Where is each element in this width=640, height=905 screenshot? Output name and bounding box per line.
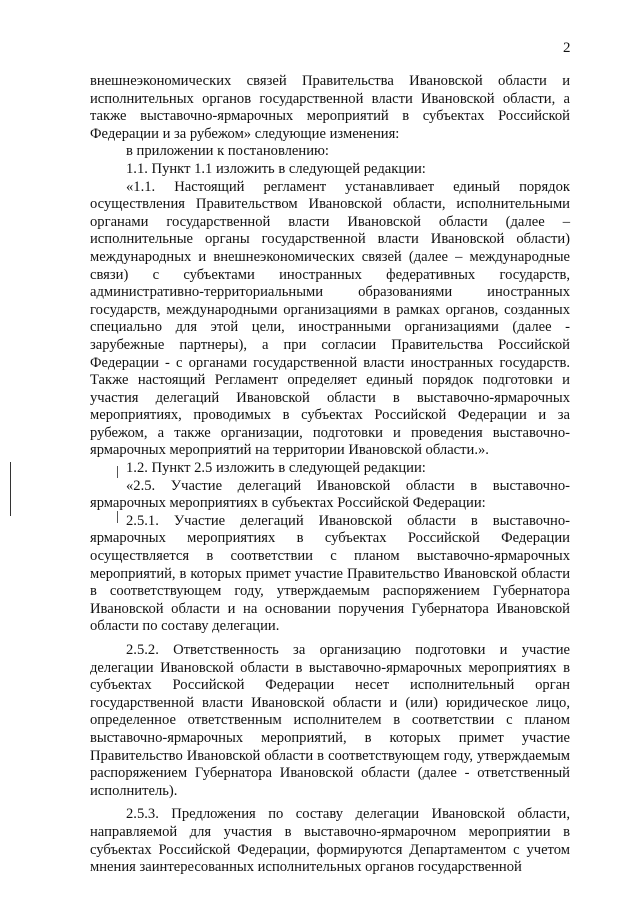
paragraph-clause-2-5: «2.5. Участие делегаций Ивановской области в выставочно-ярмарочных мероприятиях в субъектах Российской Федерации: — [90, 477, 570, 512]
paragraph-clause-1-1: «1.1. Настоящий регламент устанавливает единый порядок осуществления Правительством Ивановской области, исполнительными органами государственной власти Ивановской области (далее – исполнительные органы государственной власти Ивановской области) международных и внешнеэкономических связей (далее – международные связи) с субъектами иностранных федеративных государств, административно-территориальными образованиями иностранных государств, международными организациями в рамках органов, созданных специально для этой цели, иностранными организациями (далее - зарубежные партнеры), а при согласии Правительства Российской Федерации - с органами государственной власти иностранных государств. Также настоящий Регламент определяет единый порядок подготовки и участия делегаций Ивановской области в выставочно-ярмарочных мероприятиях, проводимых в субъектах Российской Федерации и за рубежом, а также организации, подготовки и проведения выставочно-ярмарочных мероприятий на территории Ивановской области.». — [90, 178, 570, 459]
paragraph-item-1-2: 1.2. Пункт 2.5 изложить в следующей редакции: — [126, 460, 426, 477]
scan-margin-line — [10, 462, 11, 516]
paragraph-clause-2-5-1: 2.5.1. Участие делегаций Ивановской области в выставочно-ярмарочных мероприятиях в субъектах Российской Федерации осуществляется в соответствии с планом выставочно-ярмарочных мероприятий, в которых примет участие Правительство Ивановской области в соответствующем году, утверждаемым распоряжением Губернатора Ивановской области и на основании поручения Губернатора Ивановской области по составу делегации. — [90, 512, 570, 635]
document-body — [90, 73, 570, 877]
page-number: 2 — [563, 40, 571, 56]
paragraph-clause-2-5-3: 2.5.3. Предложения по составу делегации Ивановской области, направляемой для участия в выставочно-ярмарочном мероприятии в субъектах Российской Федерации, формируются Департаментом с учетом мнения заинтересованных исполнительных органов государственной — [90, 806, 570, 876]
paragraph-clause-2-5-2: 2.5.2. Ответственность за организацию подготовки и участие делегации Ивановской области в выставочно-ярмарочных мероприятиях в субъектах Российской Федерации несет исполнительный орган государственной власти Ивановской области и (или) юридическое лицо, определенное ответственным исполнителем в соответствии с планом выставочно-ярмарочных мероприятий, в которых примет участие Правительство Ивановской области в соответствующем году, утверждаемым распоряжением Губернатора Ивановской области (далее - ответственный исполнитель). — [90, 642, 570, 799]
scan-mark — [117, 511, 118, 523]
paragraph-item-1-1: 1.1. Пункт 1.1 изложить в следующей редакции: — [126, 160, 426, 177]
paragraph-appendix: в приложении к постановлению: — [126, 143, 329, 160]
scan-mark — [117, 466, 118, 478]
paragraph-intro: внешнеэкономических связей Правительства Ивановской области и исполнительных органов государственной власти Ивановской области, а также выставочно-ярмарочных мероприятий в субъектах Российской Федерации и за рубежом» следующие изменения: — [90, 73, 570, 142]
